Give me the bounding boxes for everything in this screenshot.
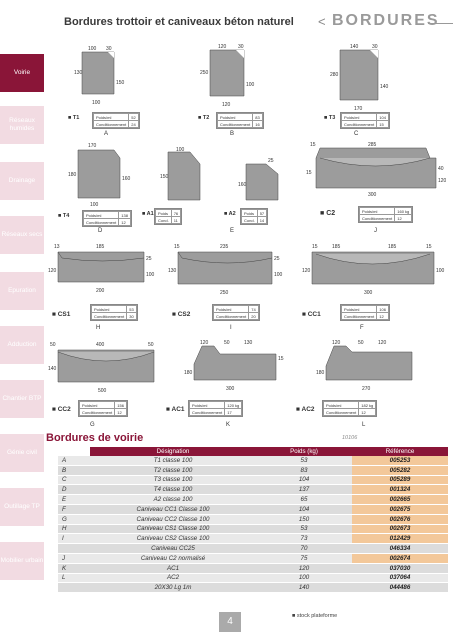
spec-box [78,400,128,417]
row-designation: Caniveau CC2 Classe 100 [90,514,256,524]
product-diagrams [48,40,448,428]
spec-box [322,400,377,417]
spec-box [340,112,390,129]
drawing-cc1 [302,240,448,300]
spec-box [90,304,138,321]
spec-value: 76 [171,210,180,217]
table-header: Référence [352,447,448,456]
dim-label: 160 [122,176,131,182]
spec-label: Poids [242,210,258,217]
spec-label: Conditionnement [80,409,115,416]
dim-label: 150 [116,80,125,86]
dim-label: 100 [88,46,97,52]
dim-label: 185 [332,244,341,250]
product-code-text: AC2 [301,406,315,413]
spec-label: Conditionnement [92,313,127,320]
spec-label: Conditionnement [84,219,119,226]
drawing-a2 [238,156,286,206]
footnote: ■ stock plateforme [292,613,338,619]
product-code-text: C2 [326,210,336,217]
spec-label: Conditionnement [342,121,377,128]
spec-value: 16 [253,121,262,128]
spec-label: Poids/ml [218,114,253,121]
dim-label: 50 [50,342,56,348]
spec-value: 12 [377,313,389,320]
dim-label: 30 [106,46,112,52]
sidebar-item-label: Epuration [8,286,36,294]
table-row [58,563,448,573]
table-header: Désignation [90,447,256,456]
product-code: ■ CC1 [302,311,321,318]
row-code: J [58,553,90,563]
row-designation: Caniveau CS2 Classe 100 [90,534,256,544]
spec-value: 83 [253,114,262,121]
spec-label: Conditionnement [214,313,249,320]
sidebar-item-reseaux-humides[interactable] [0,106,44,144]
row-code: E [58,495,90,505]
row-code: D [58,485,90,495]
spec-label: Poids/ml [342,306,377,313]
row-code [58,544,90,554]
row-reference: 002676 [352,514,448,524]
row-code: F [58,504,90,514]
dim-label: 100 [90,202,99,208]
table-header-row [58,447,448,456]
product-code: ■ CS2 [172,311,191,318]
spec-box [240,208,268,225]
dim-label: 250 [200,70,209,76]
dim-label: 120 [438,178,446,184]
product-code: ■ CC2 [52,406,71,413]
spec-value: 12 [395,215,412,222]
spec-value: 15 [377,121,389,128]
sidebar-item-label: Voirie [13,68,31,76]
sidebar-item-label: Chantier BTP [2,394,42,402]
row-designation: Caniveau CC1 Classe 100 [90,504,256,514]
spec-value: 52 [129,114,138,121]
page-header [56,6,448,32]
dim-label: 120 [200,340,209,346]
dim-label: 100 [92,100,101,106]
diagram-letter: H [96,325,101,331]
row-reference: 002673 [352,524,448,534]
dim-label: 50 [148,342,154,348]
diagram-letter: D [98,228,103,234]
table-row [58,553,448,563]
spec-value: 30 [127,313,136,320]
table-row [58,514,448,524]
row-code: G [58,514,90,524]
table-row [58,475,448,485]
diagram-letter: I [230,325,232,331]
row-weight: 150 [256,514,352,524]
row-weight: 65 [256,495,352,505]
dim-label: 15 [174,244,180,250]
table-row [58,495,448,505]
table-row [58,583,448,593]
row-reference: 002674 [352,553,448,563]
product-code: ■ AC1 [166,406,185,413]
dim-label: 160 [238,182,247,188]
product-code: ■ CS1 [52,311,71,318]
row-designation: T3 classe 100 [90,475,256,485]
dim-label: 250 [220,290,229,296]
sidebar-item-label: Outillage TP [4,502,40,510]
sidebar-item-label: Génie civil [7,448,37,456]
row-designation: T1 classe 100 [90,456,256,465]
dim-label: 120 [332,340,341,346]
spec-box [216,112,264,129]
diagram-letter: J [374,228,377,234]
drawing-cc2 [48,338,164,400]
spec-value: 11 [171,217,180,224]
dim-label: 130 [168,268,177,274]
drawing-t1 [74,44,126,108]
product-code-text: AC1 [171,406,185,413]
spec-label: Cond. [156,217,172,224]
drawing-cs2 [168,240,286,300]
drawing-ac2 [316,336,426,398]
row-code: L [58,573,90,583]
product-table [58,447,448,593]
row-designation: AC1 [90,563,256,573]
product-code: ■ T3 [324,115,336,121]
spec-label: Conditionnement [342,313,377,320]
dim-label: 15 [310,142,316,148]
diagram-letter: B [230,131,235,137]
row-code: H [58,524,90,534]
row-designation: Caniveau CC25 [90,544,256,554]
spec-value: 24 [129,121,138,128]
sidebar-item-genie-civil[interactable] [0,434,44,472]
row-reference: 046334 [352,544,448,554]
sidebar-item-label: Mobilier urbain [0,556,44,564]
row-code: I [58,534,90,544]
sidebar-item-label: Drainage [8,176,36,184]
product-code-text: CS1 [57,311,71,318]
diagram-letter: C [354,131,359,137]
spec-label: Poids/ml [84,212,119,219]
spec-value: 138 [119,212,131,219]
row-weight: 140 [256,583,352,593]
dim-label: 270 [362,386,371,392]
row-code: K [58,563,90,573]
table-row [58,573,448,583]
dim-label: 40 [438,166,444,172]
spec-value: 156 [115,402,127,409]
table-row [58,504,448,514]
page-title: Bordures trottoir et caniveaux béton naturel [64,16,294,28]
sidebar-item-chantier-btp[interactable] [0,380,44,418]
spec-label: Poids [156,210,172,217]
dim-label: 25 [274,256,280,262]
spec-label: Poids/ml [342,114,377,121]
sidebar [0,50,44,640]
dim-label: 30 [372,44,378,50]
dim-label: 400 [96,342,105,348]
row-reference: 002675 [352,504,448,514]
dim-label: 130 [74,70,83,76]
spec-box [82,210,132,227]
dim-label: 140 [48,366,57,372]
spec-label: Conditionnement [94,121,129,128]
table-header: Poids (kg) [256,447,352,456]
product-code: ■ T1 [68,115,80,121]
table-row [58,456,448,465]
dim-label: 200 [96,288,105,294]
table-row [58,524,448,534]
spec-value: 14 [257,217,266,224]
dim-label: 30 [238,44,244,50]
row-weight: 53 [256,456,352,465]
row-weight: 73 [256,534,352,544]
row-code: B [58,465,90,475]
product-code-text: A2 [228,211,236,217]
row-reference: 037030 [352,563,448,573]
dim-label: 100 [274,272,283,278]
sidebar-item-drainage[interactable] [0,162,44,200]
product-code: ■ A2 [224,211,236,217]
row-designation: Caniveau C2 normalisé [90,553,256,563]
row-reference: 012429 [352,534,448,544]
row-weight: 100 [256,573,352,583]
product-code-text: CC1 [307,311,321,318]
product-code: ■ T4 [58,213,70,219]
dim-label: 15 [306,170,312,176]
row-weight: 70 [256,544,352,554]
dim-label: 300 [368,192,377,198]
spec-label: Cond. [242,217,258,224]
spec-label: Poids/ml [190,402,225,409]
drawing-t3 [330,42,400,112]
dim-label: 15 [312,244,318,250]
row-code [58,583,90,593]
spec-value: 57 [257,210,266,217]
dim-label: 15 [426,244,432,250]
spec-label: Conditionnement [360,215,395,222]
table-ref-note: 10106 [342,435,358,441]
row-reference: 005253 [352,456,448,465]
dim-label: 170 [354,106,363,112]
dim-label: 25 [268,158,274,164]
row-weight: 137 [256,485,352,495]
product-code-text: CS2 [177,311,191,318]
dim-label: 235 [220,244,229,250]
spec-label: Conditionnement [324,409,359,416]
row-reference: 005289 [352,475,448,485]
spec-value: 20 [249,313,258,320]
header-separator: < [318,14,326,29]
dim-label: 170 [88,143,97,149]
row-reference: 044486 [352,583,448,593]
spec-box [358,206,413,223]
dim-label: 285 [368,142,377,148]
drawing-a1 [160,146,208,206]
product-code-text: A1 [146,211,154,217]
row-weight: 104 [256,504,352,514]
product-code: ■ AC2 [296,406,315,413]
table-title: Bordures de voirie [46,432,144,444]
spec-value: 12 [115,409,127,416]
product-code: ■ T2 [198,115,210,121]
row-weight: 104 [256,475,352,485]
sidebar-item-label: Réseaux secs [1,230,43,238]
sidebar-item-reseaux-secs[interactable] [0,216,44,254]
dim-label: 140 [380,84,389,90]
sidebar-item-label: Réseaux humides [9,116,35,132]
dim-label: 120 [222,102,231,108]
row-designation: AC2 [90,573,256,583]
sidebar-item-voirie[interactable] [0,54,44,92]
dim-label: 25 [146,256,152,262]
dim-label: 120 [302,268,311,274]
row-code: A [58,456,90,465]
dim-label: 180 [316,370,325,376]
drawing-t2 [200,42,264,110]
spec-box [212,304,260,321]
product-code-text: T1 [72,115,80,121]
sidebar-item-mobilier-urbain[interactable] [0,542,44,580]
row-designation: Caniveau CS1 Classe 100 [90,524,256,534]
drawing-cs1 [48,240,158,300]
product-code: ■ C2 [320,210,336,217]
dim-label: 500 [98,388,107,394]
row-weight: 120 [256,563,352,573]
spec-box [154,208,182,225]
spec-label: Poids/ml [92,306,127,313]
sidebar-item-outillage-tp[interactable] [0,488,44,526]
page-number: 4 [219,612,241,632]
spec-value: 120 kg [225,402,242,409]
sidebar-item-label: Adduction [7,340,37,348]
sidebar-item-adduction[interactable] [0,326,44,364]
product-code-text: T2 [202,115,210,121]
diagram-letter: G [90,422,95,428]
footnote-text: stock plateforme [296,613,338,619]
spec-value: 182 kg [359,402,376,409]
spec-value: 17 [225,409,242,416]
dim-label: 120 [48,268,57,274]
dim-label: 120 [378,340,387,346]
product-code-text: T4 [62,213,70,219]
row-weight: 75 [256,553,352,563]
spec-label: Poids/ml [360,208,395,215]
drawing-t4 [68,140,136,212]
dim-label: 150 [160,174,169,180]
dim-label: 50 [358,340,364,346]
spec-value: 106 [377,306,389,313]
row-designation: A2 classe 100 [90,495,256,505]
spec-value: 12 [359,409,376,416]
dim-label: 300 [226,386,235,392]
dim-label: 300 [364,290,373,296]
spec-label: Poids/ml [94,114,129,121]
dim-label: 100 [146,272,155,278]
dim-label: 100 [176,147,185,153]
dim-label: 50 [224,340,230,346]
table-header [58,447,90,456]
dim-label: 13 [54,244,60,250]
spec-label: Poids/ml [80,402,115,409]
product-code-text: CC2 [57,406,71,413]
row-reference: 037064 [352,573,448,583]
row-designation: T4 classe 100 [90,485,256,495]
row-designation: 20X30 Lg 1m [90,583,256,593]
dim-label: 15 [278,356,284,362]
drawing-c2 [306,140,446,200]
diagram-letter: A [104,131,109,137]
table-row [58,485,448,495]
drawing-ac1 [184,336,288,398]
spec-value: 104 [377,114,389,121]
dim-label: 185 [388,244,397,250]
dim-label: 180 [184,370,193,376]
spec-label: Conditionnement [190,409,225,416]
spec-box [340,304,390,321]
table-row [58,544,448,554]
dim-label: 100 [436,268,445,274]
row-code: C [58,475,90,485]
product-code: ■ A1 [142,211,154,217]
dim-label: 185 [96,244,105,250]
dim-label: 130 [244,340,253,346]
row-weight: 83 [256,465,352,475]
section-title: BORDURES [332,12,440,29]
spec-value: 74 [249,306,258,313]
row-weight: 53 [256,524,352,534]
diagram-letter: K [226,422,231,428]
table-row [58,534,448,544]
dim-label: 100 [246,82,255,88]
spec-box [188,400,243,417]
spec-box [92,112,140,129]
header-rule [428,23,453,24]
spec-value: 160 kg [395,208,412,215]
spec-label: Poids/ml [214,306,249,313]
spec-value: 53 [127,306,136,313]
dim-label: 180 [68,172,77,178]
dim-label: 280 [330,72,339,78]
table-row [58,465,448,475]
spec-label: Conditionnement [218,121,253,128]
product-code-text: T3 [328,115,336,121]
spec-label: Poids/ml [324,402,359,409]
dim-label: 120 [218,44,227,50]
spec-value: 12 [119,219,131,226]
row-designation: T2 classe 100 [90,465,256,475]
row-reference: 005282 [352,465,448,475]
diagram-letter: F [360,325,364,331]
sidebar-item-epuration[interactable] [0,272,44,310]
row-reference: 001324 [352,485,448,495]
row-reference: 002665 [352,495,448,505]
dim-label: 140 [350,44,359,50]
diagram-letter: E [230,228,235,234]
diagram-letter: L [362,422,366,428]
